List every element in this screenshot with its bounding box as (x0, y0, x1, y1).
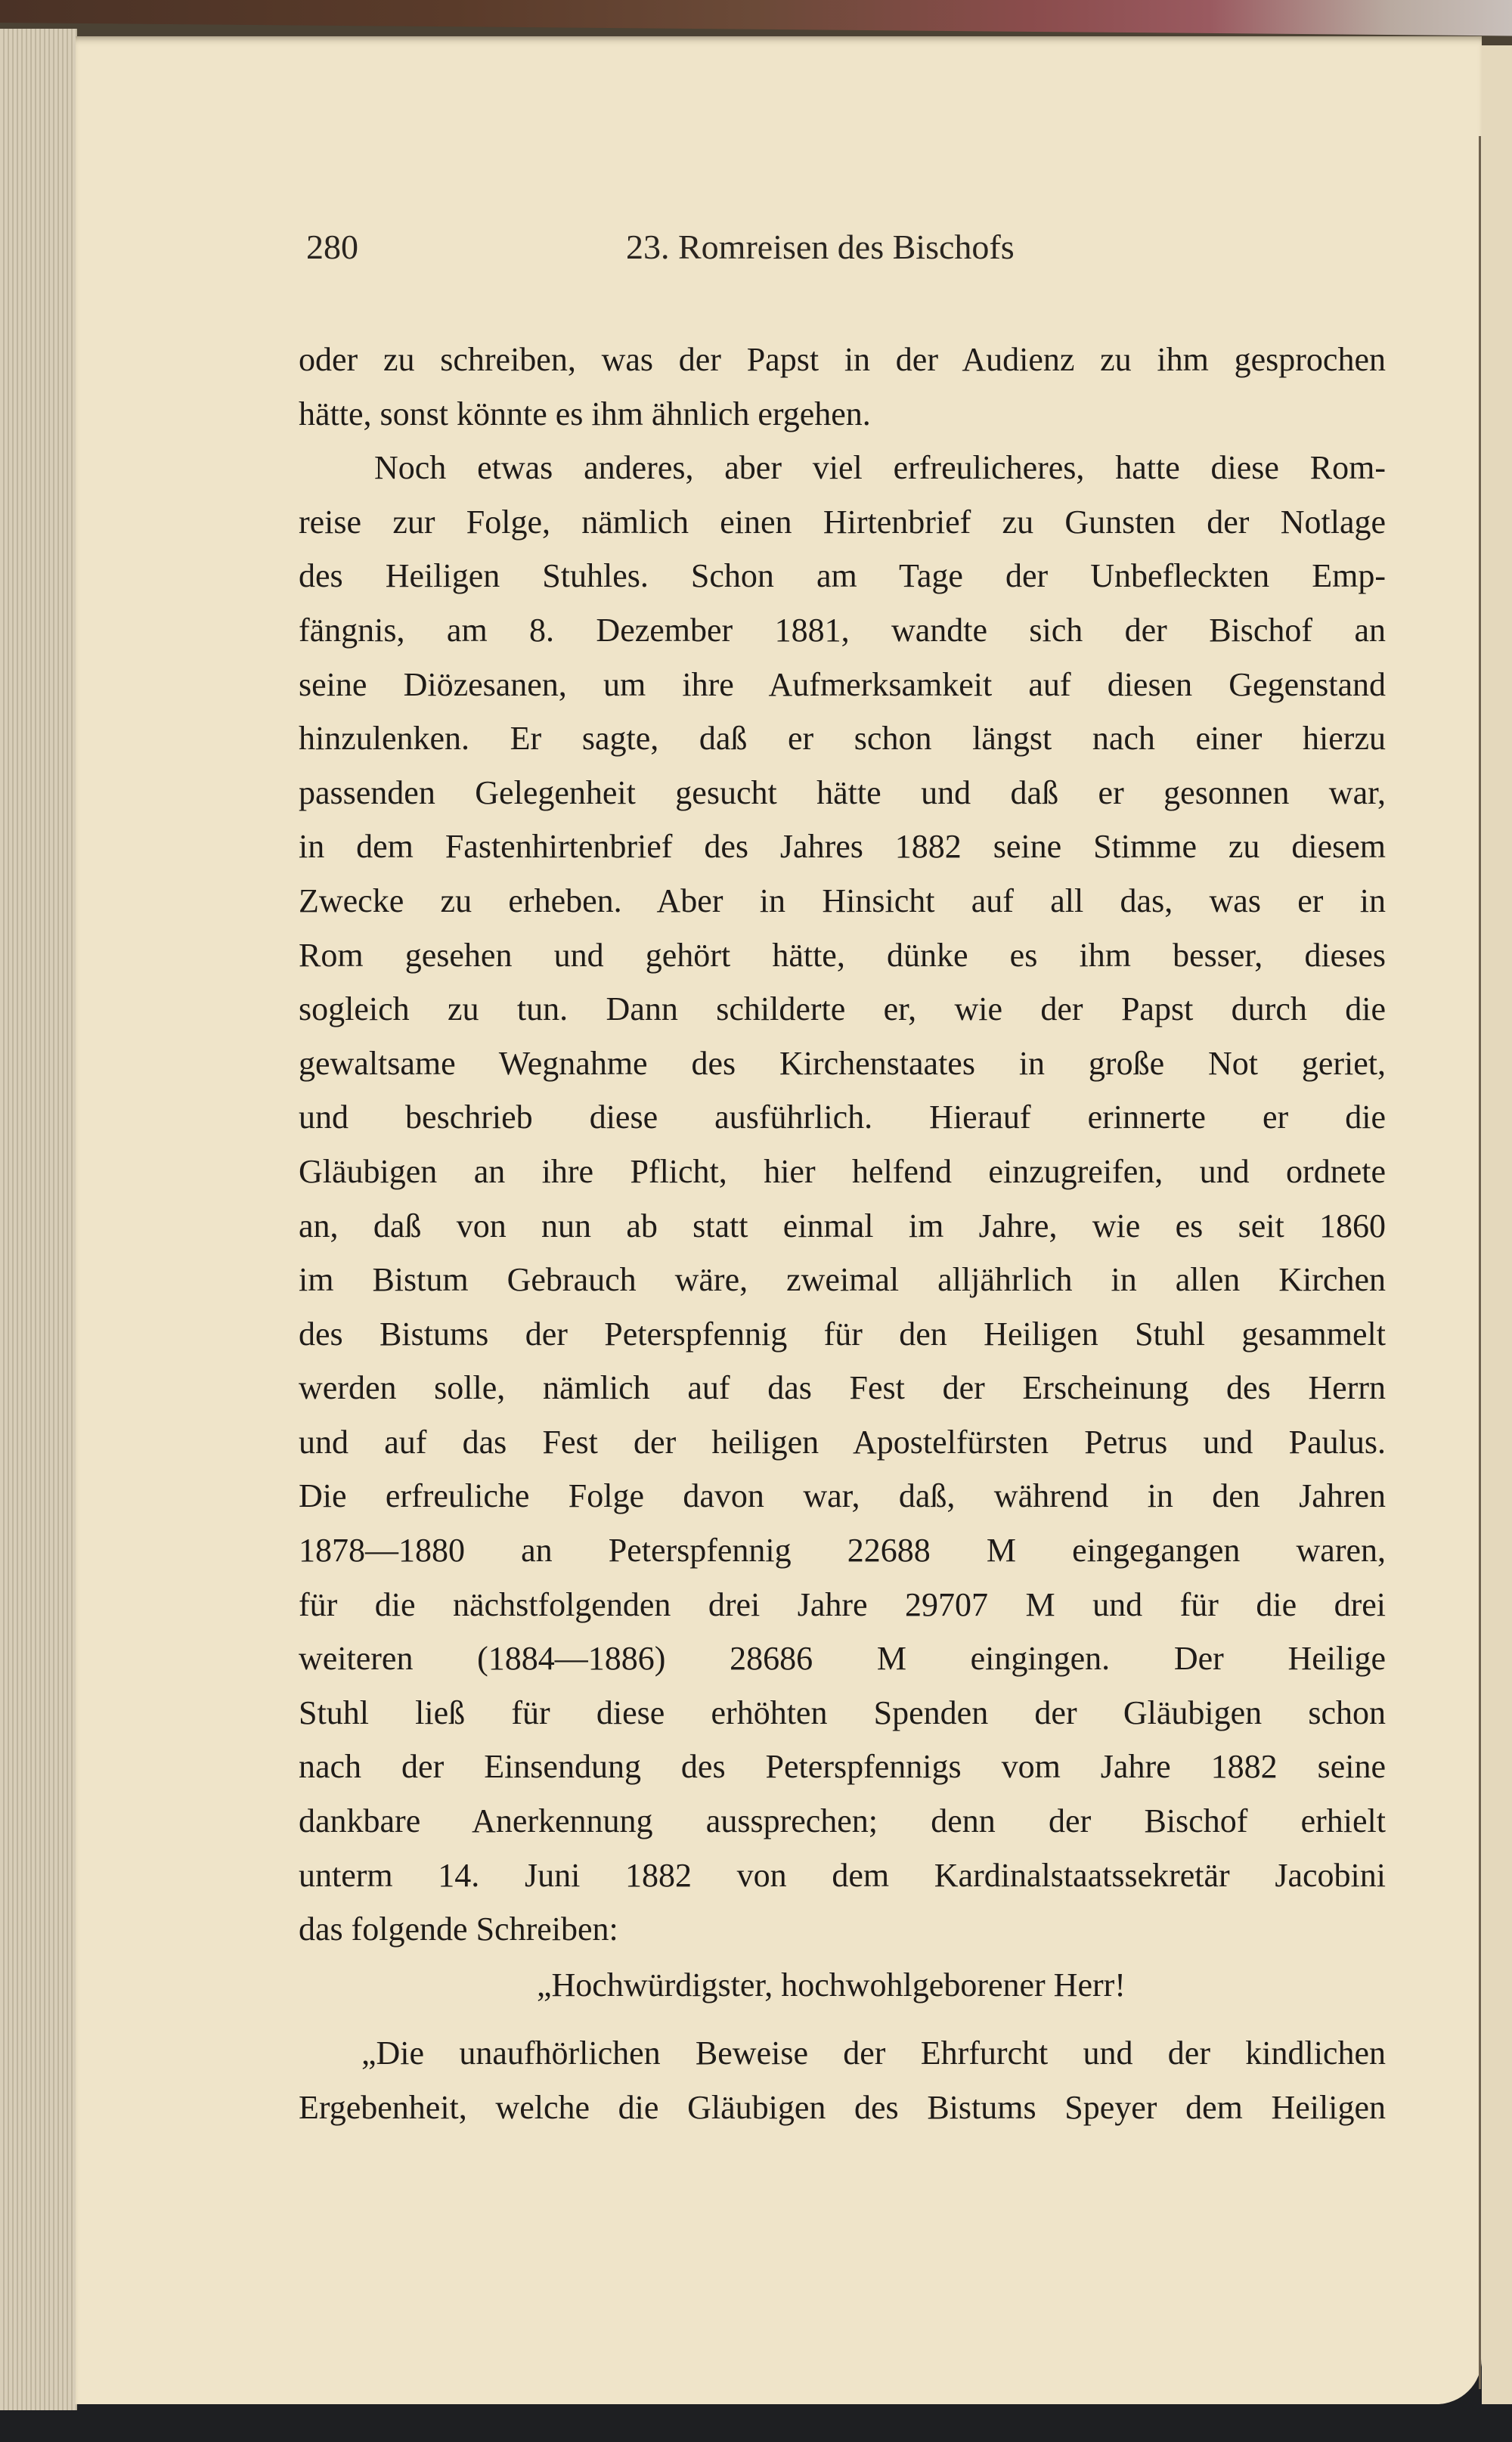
text-line: sogleich zu tun. Dann schilderte er, wie der Papst durch die (299, 990, 1386, 1028)
page-stack-edge (0, 29, 77, 2410)
text-line: des Bistums der Peterspfennig für den Heiligen Stuhl gesammelt (299, 1315, 1386, 1353)
text-line: fängnis, am 8. Dezember 1881, wandte sich der Bischof an (299, 611, 1386, 649)
text-line: Rom gesehen und gehört hätte, dünke es ihm besser, dieses (299, 936, 1386, 974)
text-line: im Bistum Gebrauch wäre, zweimal alljährlich in allen Kirchen (299, 1261, 1386, 1299)
text-line: in dem Fastenhirtenbrief des Jahres 1882 seine Stimme zu diesem (299, 828, 1386, 866)
text-line: seine Diözesanen, um ihre Aufmerksamkeit auf diesen Gegenstand (299, 665, 1386, 703)
text-line: das folgende Schreiben: (299, 1911, 618, 1948)
text-line: dankbare Anerkennung aussprechen; denn der Bischof erhielt (299, 1802, 1386, 1840)
facing-page-edge (1482, 45, 1512, 2404)
text-line: und auf das Fest der heiligen Apostelfürsten Petrus und Paulus. (299, 1423, 1386, 1461)
letter-salutation: „Hochwürdigster, hochwohlgeborener Herr! (537, 1966, 1126, 2003)
text-line: des Heiligen Stuhles. Schon am Tage der Unbefleckten Emp- (299, 557, 1386, 595)
text-line: Gläubigen an ihre Pflicht, hier helfend einzugreifen, und ordnete (299, 1152, 1386, 1190)
text-line: reise zur Folge, nämlich einen Hirtenbrief zu Gunsten der Notlage (299, 503, 1386, 541)
text-line: nach der Einsendung des Peterspfennigs vom Jahre 1882 seine (299, 1748, 1386, 1786)
text-line: hätte, sonst könnte es ihm ähnlich ergehen. (299, 395, 871, 432)
text-line: „Die unaufhörlichen Beweise der Ehrfurcht und der kindlichen (361, 2034, 1386, 2072)
text-line: Ergebenheit, welche die Gläubigen des Bistums Speyer dem Heiligen (299, 2088, 1386, 2126)
text-line: oder zu schreiben, was der Papst in der Audienz zu ihm gesprochen (299, 341, 1386, 378)
text-line: gewaltsame Wegnahme des Kirchenstaates in große Not geriet, (299, 1044, 1386, 1082)
text-line: werden solle, nämlich auf das Fest der Erscheinung des Herrn (299, 1369, 1386, 1407)
text-line: 1878—1880 an Peterspfennig 22688 M eingegangen waren, (299, 1532, 1386, 1570)
text-line: Die erfreuliche Folge davon war, daß, während in den Jahren (299, 1477, 1386, 1515)
text-line: Zwecke zu erheben. Aber in Hinsicht auf all das, was er in (299, 882, 1386, 919)
text-line: weiteren (1884—1886) 28686 M eingingen. Der Heilige (299, 1640, 1386, 1678)
page-number: 280 (306, 228, 358, 266)
text-line: und beschrieb diese ausführlich. Hierauf erinnerte er die (299, 1099, 1386, 1136)
body-text (299, 333, 1386, 1957)
text-line: passenden Gelegenheit gesucht hätte und daß er gesonnen war, (299, 773, 1386, 811)
text-line: unterm 14. Juni 1882 von dem Kardinalstaatssekretär Jacobini (299, 1856, 1386, 1894)
text-line: Stuhl ließ für diese erhöhten Spenden der Gläubigen schon (299, 1694, 1386, 1731)
text-line: für die nächstfolgenden drei Jahre 29707 M und für die drei (299, 1585, 1386, 1623)
text-line: hinzulenken. Er sagte, daß er schon längst nach einer hierzu (299, 720, 1386, 758)
text-line: an, daß von nun ab statt einmal im Jahre, wie es seit 1860 (299, 1207, 1386, 1244)
text-line: Noch etwas anderes, aber viel erfreulicheres, hatte diese Rom- (374, 449, 1386, 487)
gutter-line (1479, 136, 1481, 2389)
letter-quote (299, 2026, 1386, 2134)
running-title: 23. Romreisen des Bischofs (626, 228, 1015, 266)
